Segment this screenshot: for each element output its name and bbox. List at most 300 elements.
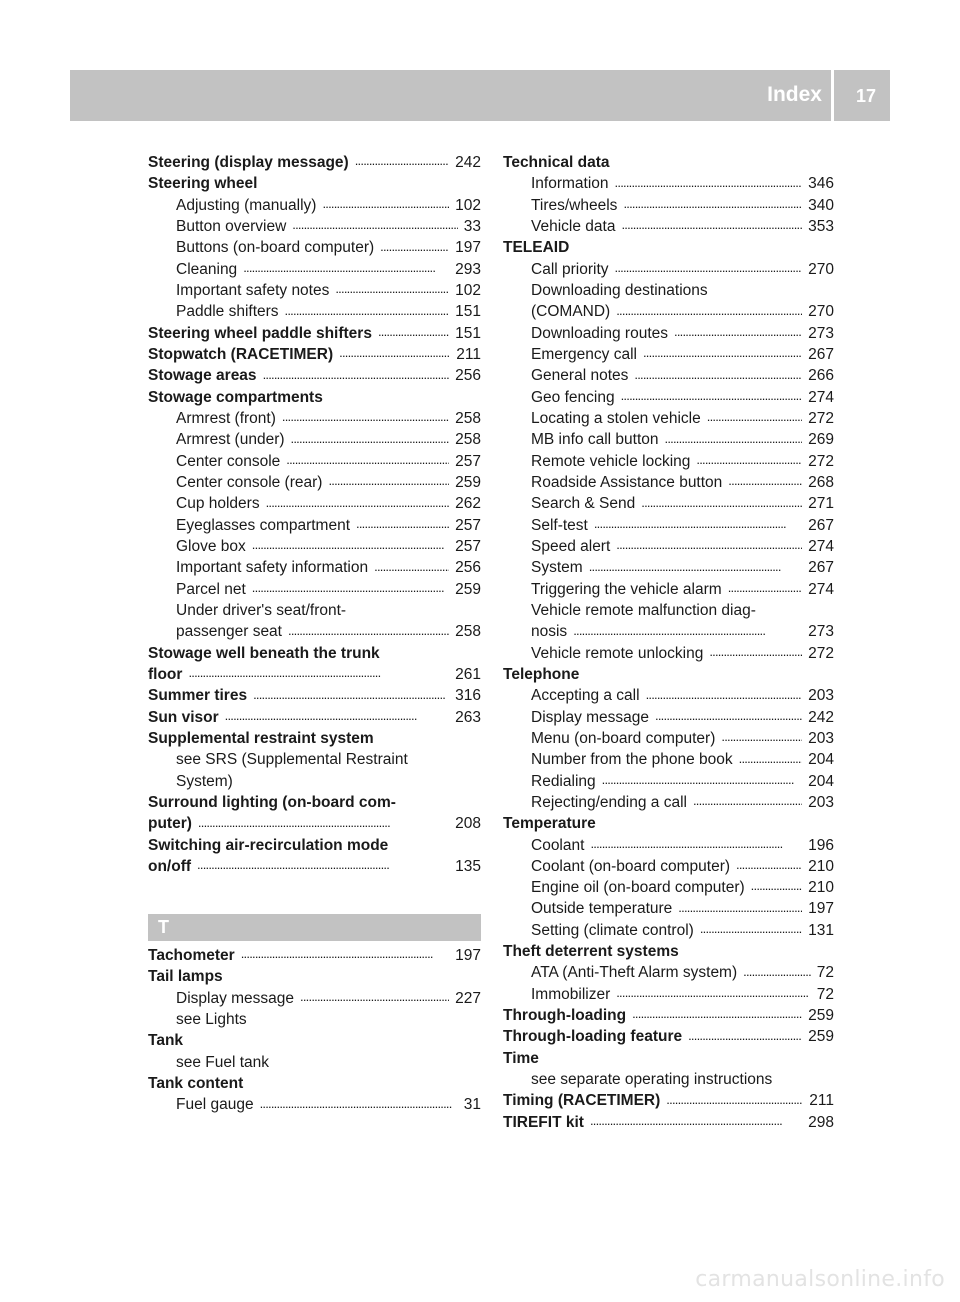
entry-term: Technical data <box>503 154 610 171</box>
entry-term: (COMAND) <box>531 303 611 321</box>
dot-leader <box>616 536 802 557</box>
index-entry <box>503 1112 834 1133</box>
entry-page-number: 259 <box>455 473 481 491</box>
entry-page-number: 72 <box>816 985 834 1003</box>
entry-term: Steering wheel paddle shifters <box>148 324 372 342</box>
entry-term: Fuel gauge <box>176 1096 254 1114</box>
entry-term: Sun visor <box>148 708 219 726</box>
index-entry <box>148 173 481 194</box>
entry-page-number: 269 <box>808 431 834 449</box>
dot-leader <box>641 493 802 514</box>
entry-page-number: 204 <box>808 751 834 769</box>
entry-term: Supplemental restraint system <box>148 729 374 747</box>
dot-leader <box>709 643 802 664</box>
index-entry <box>148 643 481 664</box>
index-subentry <box>503 600 834 621</box>
index-subentry <box>148 451 481 472</box>
index-subentry <box>503 515 834 536</box>
index-subentry <box>503 323 834 344</box>
header-divider <box>831 70 834 121</box>
entry-page-number: 259 <box>808 1007 834 1025</box>
entry-page-number: 211 <box>809 1092 834 1110</box>
dot-leader <box>693 792 802 813</box>
index-entry <box>503 941 834 962</box>
index-entry <box>148 1073 481 1094</box>
dot-leader <box>632 1005 802 1026</box>
entry-page-number: 271 <box>808 495 834 513</box>
entry-term: Stowage compartments <box>148 388 323 406</box>
entry-term: Geo fencing <box>531 388 615 406</box>
dot-leader <box>300 988 449 1009</box>
entry-term: TELEAID <box>503 239 570 257</box>
entry-term: Surround lighting (on-board com- <box>148 793 396 811</box>
dot-leader <box>252 579 449 600</box>
index-entry <box>148 152 481 173</box>
entry-page-number: 135 <box>455 857 481 875</box>
index-entry <box>148 856 481 877</box>
dot-leader <box>615 259 803 280</box>
entry-term: on/off <box>148 857 192 875</box>
index-column-right <box>503 152 834 1133</box>
entry-page-number: 353 <box>808 217 834 235</box>
entry-page-number: 203 <box>808 687 834 705</box>
entry-page-number: 33 <box>463 217 481 235</box>
entry-page-number: 266 <box>808 367 834 385</box>
index-subentry <box>503 387 834 408</box>
index-entry <box>148 728 481 749</box>
entry-page-number: 346 <box>808 175 834 193</box>
index-subentry <box>148 579 481 600</box>
dot-leader <box>665 429 803 450</box>
entry-term: Through-loading feature <box>503 1028 683 1046</box>
entry-term: Self-test <box>531 516 588 534</box>
dot-leader <box>721 728 802 749</box>
entry-term: Remote vehicle locking <box>531 452 691 470</box>
index-entry <box>148 344 481 365</box>
index-subentry <box>503 920 834 941</box>
entry-term: Coolant <box>531 836 585 854</box>
entry-page-number: 203 <box>808 729 834 747</box>
index-subentry <box>148 237 481 258</box>
index-subentry <box>503 344 834 365</box>
dot-leader <box>356 515 449 536</box>
index-subentry <box>148 557 481 578</box>
dot-leader <box>616 301 802 322</box>
entry-page-number: 263 <box>455 708 481 726</box>
index-subentry <box>503 898 834 919</box>
index-subentry <box>148 216 481 237</box>
entry-term: Call priority <box>531 260 609 278</box>
entry-term: Important safety information <box>176 559 369 577</box>
index-entry <box>148 664 481 685</box>
dot-leader <box>678 898 802 919</box>
entry-term: Time <box>503 1049 539 1067</box>
index-list-t-left <box>148 945 481 1116</box>
index-subentry <box>503 408 834 429</box>
entry-term: Emergency call <box>531 345 637 363</box>
index-subentry <box>503 984 834 1005</box>
index-subentry <box>503 536 834 557</box>
entry-term: Parcel net <box>176 580 246 598</box>
index-subentry <box>503 472 834 493</box>
entry-page-number: 208 <box>455 815 481 833</box>
entry-term: Search & Send <box>531 495 636 513</box>
entry-term: Tank <box>148 1032 184 1050</box>
dot-leader <box>335 280 449 301</box>
entry-page-number: 272 <box>808 452 834 470</box>
index-entry <box>503 664 834 685</box>
entry-page-number: 256 <box>455 367 481 385</box>
entry-page-number: 274 <box>808 537 834 555</box>
dot-leader <box>288 621 449 642</box>
dot-leader <box>282 408 449 429</box>
index-subentry <box>148 280 481 301</box>
entry-page-number: 102 <box>455 281 481 299</box>
entry-page-number: 259 <box>455 580 481 598</box>
entry-page-number: 316 <box>455 687 481 705</box>
entry-term: Outside temperature <box>531 900 673 918</box>
index-subentry <box>503 557 834 578</box>
entry-page-number: 270 <box>808 260 834 278</box>
index-subentry <box>148 1094 481 1115</box>
entry-term: passenger seat <box>176 623 282 641</box>
entry-term: Adjusting (manually) <box>176 196 317 214</box>
entry-page-number: 261 <box>455 665 481 683</box>
entry-term: Center console (rear) <box>176 473 323 491</box>
dot-leader <box>197 856 449 877</box>
entry-page-number: 340 <box>808 196 834 214</box>
entry-page-number: 267 <box>808 559 834 577</box>
index-entry <box>503 152 834 173</box>
dot-leader <box>602 771 802 792</box>
index-subentry <box>148 600 481 621</box>
index-entry <box>148 945 481 966</box>
watermark: carmanualsonline.info <box>695 1267 945 1292</box>
dot-leader <box>696 451 802 472</box>
entry-term: Tires/wheels <box>531 196 618 214</box>
entry-page-number: 272 <box>808 644 834 662</box>
dot-leader <box>378 323 449 344</box>
entry-page-number: 262 <box>455 495 481 513</box>
entry-term: Tachometer <box>148 947 235 964</box>
dot-leader <box>225 707 449 728</box>
dot-leader <box>198 813 449 834</box>
index-subentry <box>503 771 834 792</box>
dot-leader <box>573 621 802 642</box>
entry-term: puter) <box>148 815 192 833</box>
index-subentry <box>148 259 481 280</box>
index-subentry <box>503 195 834 216</box>
entry-term: MB info call button <box>531 431 659 449</box>
dot-leader <box>594 515 802 536</box>
entry-term: TIREFIT kit <box>503 1113 584 1131</box>
entry-term: Stowage well beneath the trunk <box>148 644 380 662</box>
entry-term: Vehicle remote unlocking <box>531 644 704 662</box>
entry-page-number: 242 <box>455 154 481 171</box>
dot-leader <box>252 536 449 557</box>
entry-page-number: 151 <box>455 324 481 342</box>
dot-leader <box>590 835 802 856</box>
entry-page-number: 268 <box>808 473 834 491</box>
index-subentry <box>503 621 834 642</box>
index-entry <box>503 1005 834 1026</box>
dot-leader <box>266 493 450 514</box>
dot-leader <box>291 429 450 450</box>
entry-term: Vehicle data <box>531 217 616 235</box>
dot-leader <box>700 920 802 941</box>
entry-term: Coolant (on-board computer) <box>531 857 731 875</box>
entry-term: Cleaning <box>176 260 238 278</box>
dot-leader <box>739 749 803 770</box>
dot-leader <box>736 856 802 877</box>
entry-page-number: 203 <box>808 793 834 811</box>
dot-leader <box>292 216 457 237</box>
entry-page-number: 31 <box>463 1096 481 1114</box>
index-subentry <box>503 493 834 514</box>
dot-leader <box>646 685 803 706</box>
entry-term: Switching air-recirculation mode <box>148 836 389 854</box>
entry-term: Buttons (on-board computer) <box>176 239 375 257</box>
dot-leader <box>621 216 802 237</box>
entry-term: Telephone <box>503 665 580 683</box>
index-subentry <box>148 429 481 450</box>
entry-term: ATA (Anti-Theft Alarm system) <box>531 964 738 982</box>
index-subentry <box>148 621 481 642</box>
page-header <box>70 70 890 121</box>
index-subentry <box>503 451 834 472</box>
entry-page-number: 210 <box>808 879 834 897</box>
index-subentry <box>148 515 481 536</box>
entry-term: see Lights <box>176 1010 247 1028</box>
entry-page-number: 227 <box>455 989 481 1007</box>
index-subentry <box>148 749 481 770</box>
index-entry <box>148 365 481 386</box>
dot-leader <box>743 962 811 983</box>
entry-term: Vehicle remote malfunction diag- <box>531 601 756 619</box>
dot-leader <box>728 579 802 600</box>
entry-term: Tank content <box>148 1074 244 1092</box>
index-subentry <box>503 429 834 450</box>
dot-leader <box>643 344 802 365</box>
dot-leader <box>253 685 449 706</box>
index-entry <box>148 966 481 987</box>
entry-page-number: 267 <box>808 516 834 534</box>
index-subentry <box>503 1069 834 1090</box>
index-subentry <box>148 1052 481 1073</box>
entry-term: Speed alert <box>531 537 611 555</box>
index-subentry <box>503 579 834 600</box>
index-subentry <box>503 643 834 664</box>
entry-term: Paddle shifters <box>176 303 279 321</box>
entry-page-number: 257 <box>455 516 481 534</box>
index-subentry <box>503 962 834 983</box>
entry-term: Summer tires <box>148 687 248 705</box>
dot-leader <box>241 945 449 966</box>
index-entry <box>503 1048 834 1069</box>
entry-term: Tail lamps <box>148 968 223 986</box>
entry-term: Downloading destinations <box>531 281 708 299</box>
index-column-left-t <box>148 945 481 1116</box>
entry-term: Center console <box>176 452 281 470</box>
entry-page-number: 131 <box>808 921 834 939</box>
entry-page-number: 151 <box>455 303 481 321</box>
entry-page-number: 258 <box>455 409 481 427</box>
index-subentry <box>148 472 481 493</box>
dot-leader <box>322 195 449 216</box>
entry-term: System) <box>176 772 233 790</box>
entry-term: Immobilizer <box>531 985 611 1003</box>
entry-page-number: 256 <box>455 559 481 577</box>
entry-page-number: 197 <box>455 947 481 964</box>
dot-leader <box>616 984 811 1005</box>
entry-term: Redialing <box>531 772 596 790</box>
dot-leader <box>615 173 803 194</box>
entry-term: Accepting a call <box>531 687 640 705</box>
index-entry <box>503 237 834 258</box>
entry-page-number: 274 <box>808 388 834 406</box>
index-subentry <box>503 792 834 813</box>
index-subentry <box>148 1009 481 1030</box>
entry-page-number: 211 <box>456 345 481 363</box>
index-entry <box>148 813 481 834</box>
dot-leader <box>634 365 802 386</box>
entry-term: Through-loading <box>503 1007 627 1025</box>
index-subentry <box>503 877 834 898</box>
entry-term: Steering wheel <box>148 175 258 193</box>
entry-term: see separate operating instructions <box>531 1071 773 1089</box>
page-number: 17 <box>855 86 876 106</box>
dot-leader <box>621 387 803 408</box>
entry-term: Important safety notes <box>176 281 330 299</box>
index-list-t-right <box>503 152 834 1133</box>
index-subentry <box>503 685 834 706</box>
entry-term: Display message <box>176 989 295 1007</box>
dot-leader <box>286 451 449 472</box>
index-subentry <box>503 707 834 728</box>
index-subentry <box>148 536 481 557</box>
index-entry <box>503 813 834 834</box>
entry-term: Setting (climate control) <box>531 921 694 939</box>
section-letter: T <box>158 917 169 937</box>
index-entry <box>503 1026 834 1047</box>
entry-term: System <box>531 559 583 577</box>
index-subentry <box>503 216 834 237</box>
entry-term: Engine oil (on-board computer) <box>531 879 745 897</box>
entry-term: Menu (on-board computer) <box>531 729 716 747</box>
index-entry <box>148 835 481 856</box>
dot-leader <box>688 1026 802 1047</box>
entry-page-number: 204 <box>808 772 834 790</box>
entry-page-number: 270 <box>808 303 834 321</box>
entry-term: Cup holders <box>176 495 260 513</box>
index-subentry <box>503 173 834 194</box>
dot-leader <box>655 707 802 728</box>
index-entry <box>148 323 481 344</box>
dot-leader <box>589 557 802 578</box>
entry-page-number: 196 <box>808 836 834 854</box>
entry-term: Triggering the vehicle alarm <box>531 580 722 598</box>
index-subentry <box>503 280 834 301</box>
index-subentry <box>148 771 481 792</box>
dot-leader <box>728 472 802 493</box>
entry-term: see Fuel tank <box>176 1053 270 1071</box>
index-list-s <box>148 152 481 877</box>
entry-page-number: 258 <box>455 431 481 449</box>
entry-term: Downloading routes <box>531 324 669 342</box>
entry-page-number: 258 <box>455 623 481 641</box>
index-entry <box>148 387 481 408</box>
index-subentry <box>148 301 481 322</box>
entry-page-number: 242 <box>808 708 834 726</box>
dot-leader <box>674 323 802 344</box>
entry-term: Roadside Assistance button <box>531 473 723 491</box>
index-subentry <box>148 195 481 216</box>
entry-term: Stopwatch (RACETIMER) <box>148 345 334 363</box>
index-entry <box>503 1090 834 1111</box>
dot-leader <box>243 259 449 280</box>
dot-leader <box>590 1112 802 1133</box>
entry-page-number: 197 <box>808 900 834 918</box>
index-subentry <box>503 365 834 386</box>
entry-page-number: 273 <box>808 324 834 342</box>
entry-term: Temperature <box>503 815 596 833</box>
index-subentry <box>148 493 481 514</box>
dot-leader <box>666 1090 803 1111</box>
dot-leader <box>355 152 449 173</box>
dot-leader <box>260 1094 458 1115</box>
index-subentry <box>148 408 481 429</box>
entry-term: Information <box>531 175 609 193</box>
index-subentry <box>503 835 834 856</box>
dot-leader <box>380 237 449 258</box>
index-subentry <box>503 749 834 770</box>
dot-leader <box>751 877 802 898</box>
entry-term: Armrest (front) <box>176 409 276 427</box>
entry-term: Locating a stolen vehicle <box>531 409 701 427</box>
entry-term: Stowage areas <box>148 367 257 385</box>
index-entry <box>148 792 481 813</box>
dot-leader <box>707 408 802 429</box>
dot-leader <box>188 664 449 685</box>
entry-term: Armrest (under) <box>176 431 285 449</box>
entry-page-number: 210 <box>808 857 834 875</box>
entry-term: Under driver's seat/front- <box>176 601 347 619</box>
entry-term: floor <box>148 665 183 683</box>
entry-term: Button overview <box>176 217 287 235</box>
entry-page-number: 102 <box>455 196 481 214</box>
index-entry <box>148 1030 481 1051</box>
index-subentry <box>503 728 834 749</box>
index-subentry <box>503 856 834 877</box>
entry-page-number: 274 <box>808 580 834 598</box>
dot-leader <box>285 301 450 322</box>
entry-term: nosis <box>531 623 568 641</box>
entry-page-number: 259 <box>808 1028 834 1046</box>
dot-leader <box>328 472 449 493</box>
entry-page-number: 293 <box>455 260 481 278</box>
entry-page-number: 257 <box>455 452 481 470</box>
entry-page-number: 267 <box>808 345 834 363</box>
page-title: Index <box>767 83 822 106</box>
section-header-t <box>148 914 481 941</box>
index-subentry <box>503 259 834 280</box>
index-entry <box>148 707 481 728</box>
dot-leader <box>339 344 450 365</box>
index-entry <box>148 685 481 706</box>
entry-page-number: 273 <box>808 623 834 641</box>
entry-term: Eyeglasses compartment <box>176 516 351 534</box>
entry-term: Theft deterrent systems <box>503 943 679 961</box>
